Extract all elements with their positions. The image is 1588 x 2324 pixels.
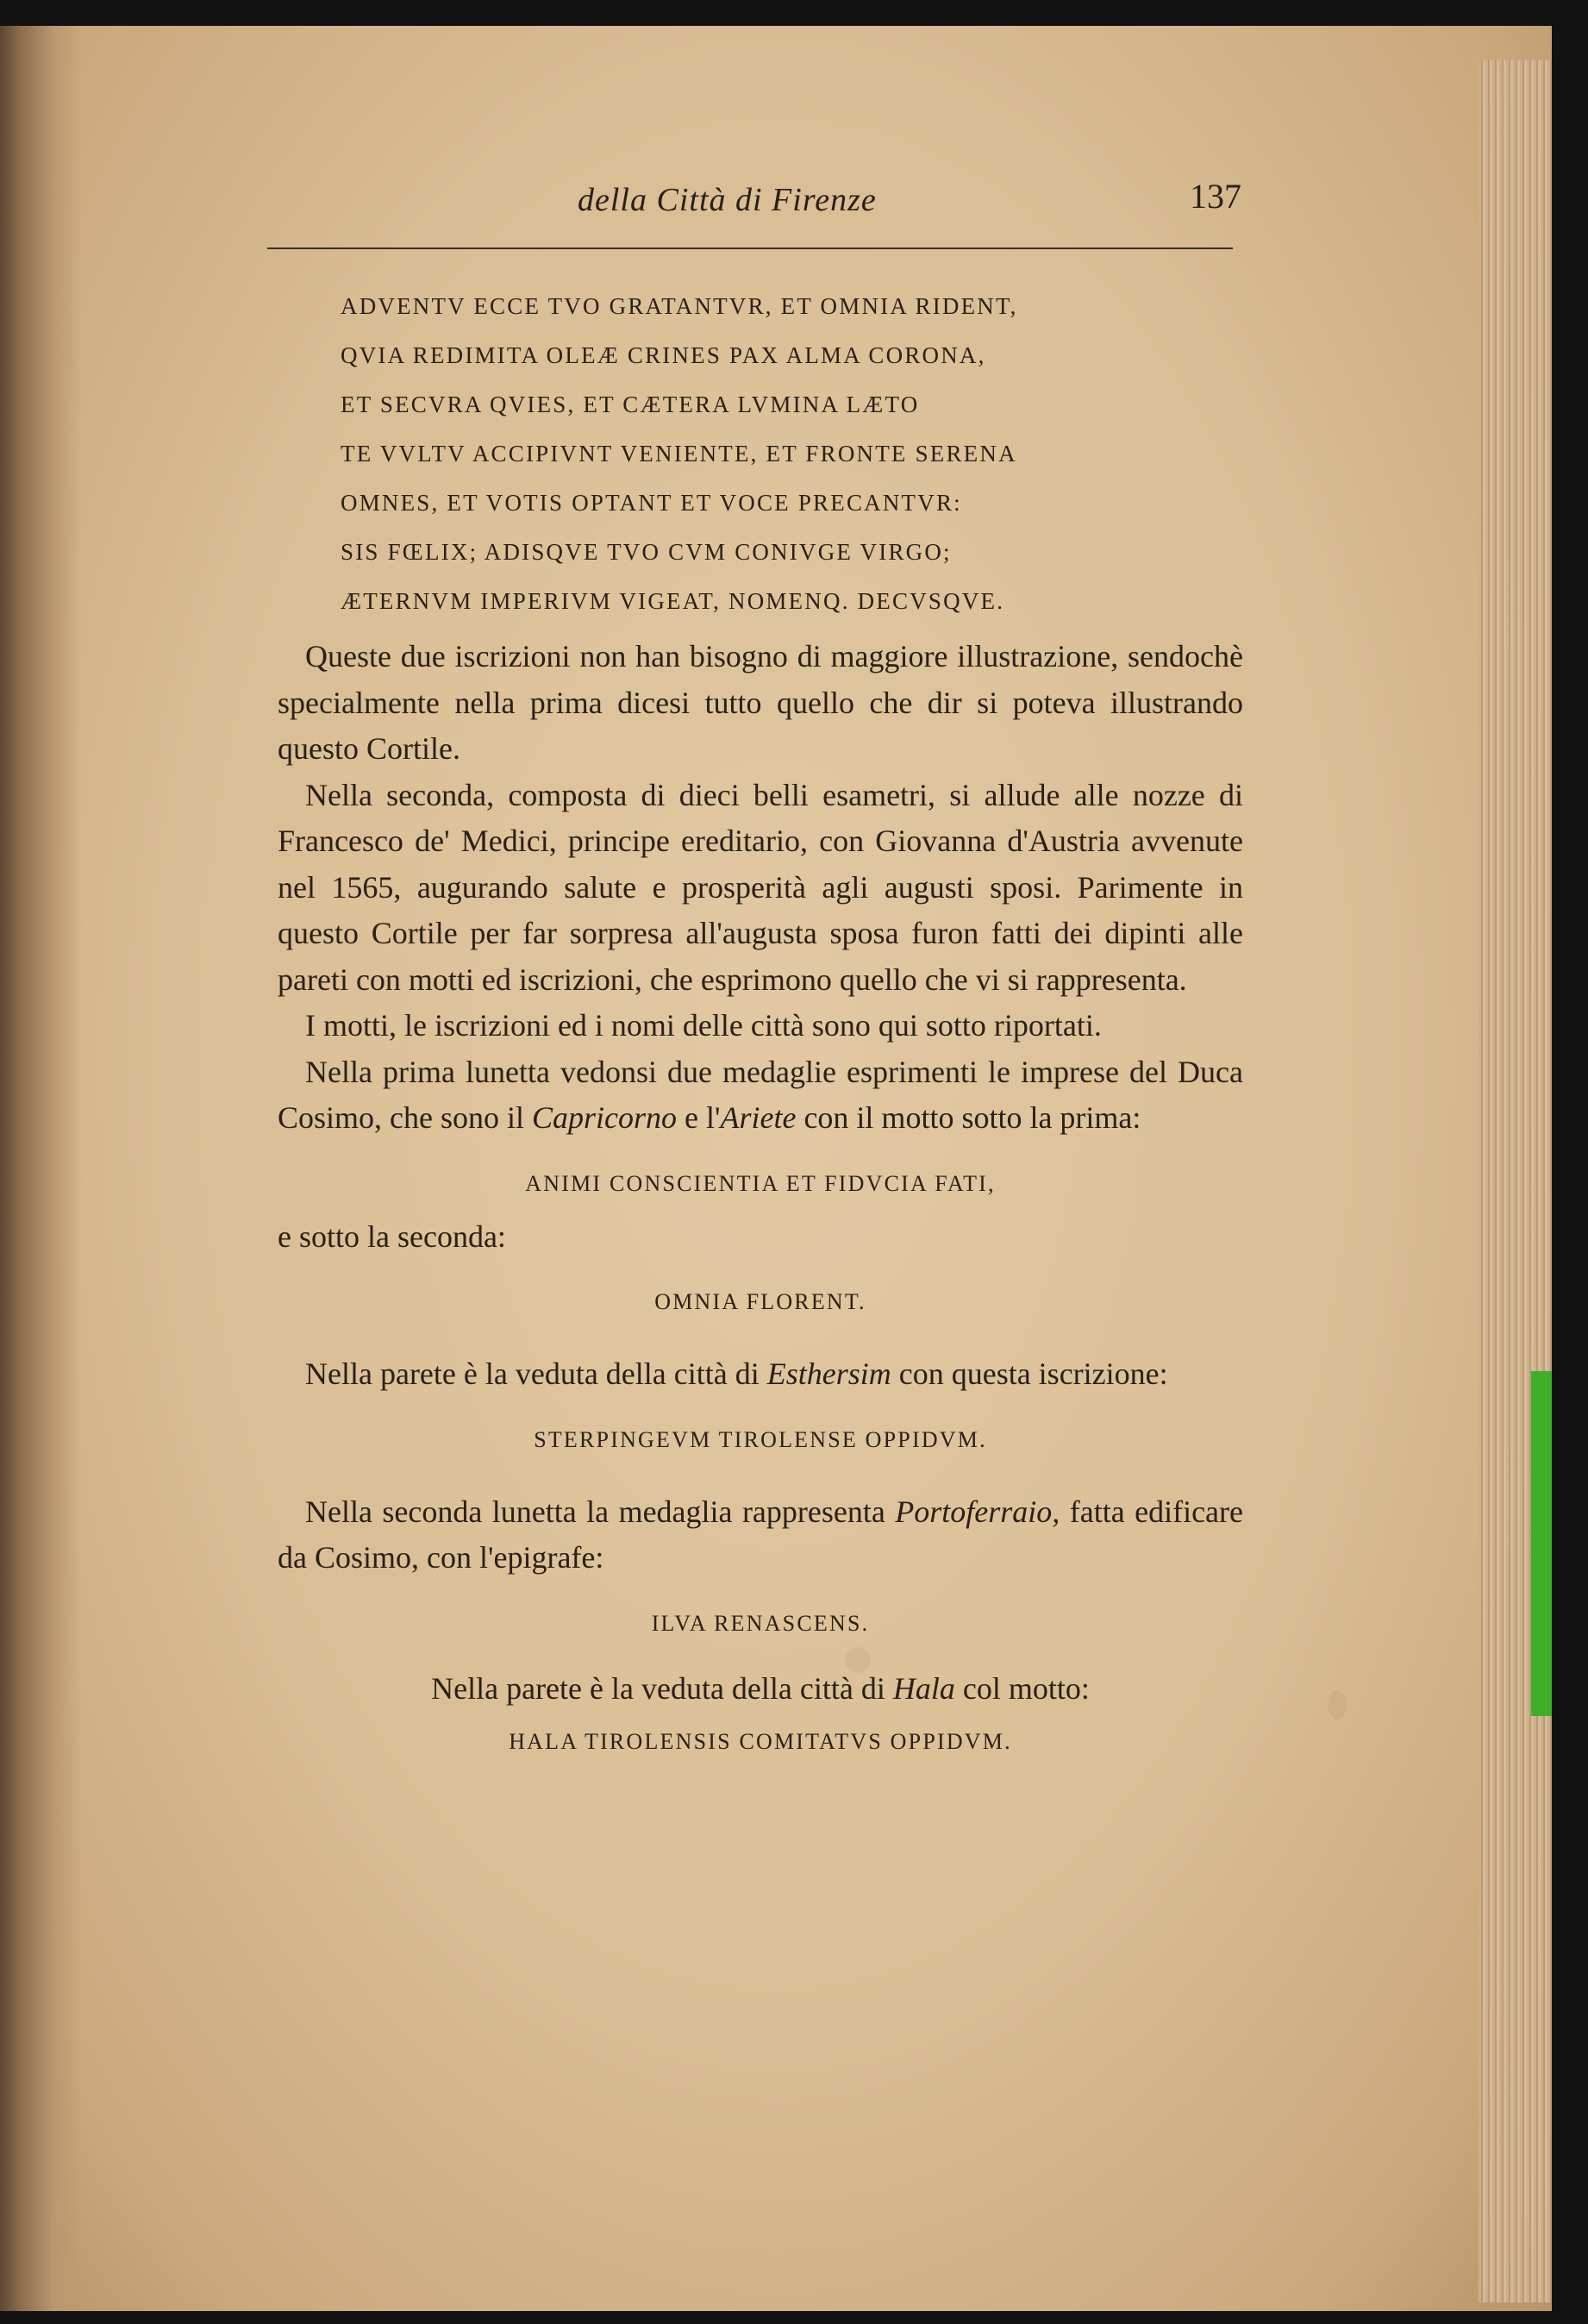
- paragraph: I motti, le iscrizioni ed i nomi delle città sono qui sotto riportati.: [305, 1008, 1102, 1043]
- running-title: della Città di Firenze: [578, 182, 877, 218]
- text-run: fatta edificare da Cosimo, con l'epigrafe:: [278, 1494, 1243, 1575]
- italic-term: Esthersim: [766, 1356, 891, 1391]
- inscription-line: QVIA REDIMITA OLEÆ CRINES PAX ALMA CORONA,: [341, 342, 986, 368]
- inscription-line: ADVENTV ECCE TVO GRATANTVR, ET OMNIA RIDENT,: [341, 293, 1018, 319]
- text-run: Nella parete è la veduta della città di: [305, 1356, 767, 1391]
- page-fore-edge: [1479, 60, 1552, 2302]
- latin-inscription: [341, 293, 1203, 637]
- body-text: [278, 634, 1243, 1755]
- paragraph: [278, 1489, 1243, 1582]
- paragraph: [278, 1351, 1243, 1398]
- italic-term: Ariete: [720, 1100, 797, 1135]
- inscription-line: ET SECVRA QVIES, ET CÆTERA LVMINA LÆTO: [341, 392, 920, 417]
- paper-stain: [1328, 1690, 1347, 1720]
- italic-term: Capricorno: [532, 1100, 678, 1135]
- motto: ILVA RENASCENS.: [651, 1610, 870, 1636]
- motto: STERPINGEVM TIROLENSE OPPIDVM.: [534, 1426, 987, 1452]
- motto: OMNIA FLORENT.: [654, 1289, 866, 1314]
- page-number: 137: [1190, 177, 1241, 216]
- inscription-line: TE VVLTV ACCIPIVNT VENIENTE, ET FRONTE SERENA: [341, 441, 1017, 467]
- inscription-line: SIS FŒLIX; ADISQVE TVO CVM CONIVGE VIRGO;: [341, 539, 952, 565]
- paragraph: [278, 1666, 1243, 1713]
- text-run: Nella prima lunetta vedonsi due medaglie esprimenti le imprese del Duca Cosimo, che sono il: [278, 1054, 1243, 1135]
- paragraph: [278, 1049, 1243, 1142]
- paragraph: Nella seconda, composta di dieci belli esametri, si allude alle nozze di Francesco de' Medici, principe ereditario, con Giovanna d'Austria avvenute nel 1565, augurando salute e prosperità agli augusti sposi. Parimente in questo Cortile per far sorpresa all'augusta sposa furon fatti dei dipinti alle pareti con motti ed iscrizioni, che esprimono quello che vi si rappresenta.: [278, 777, 1243, 997]
- green-sticker: [1531, 1371, 1552, 1716]
- inscription-line: OMNES, ET VOTIS OPTANT ET VOCE PRECANTVR:: [341, 490, 962, 516]
- motto: HALA TIROLENSIS COMITATVS OPPIDVM.: [509, 1729, 1012, 1754]
- text-run: Nella parete è la veduta della città di: [431, 1670, 893, 1706]
- text-run: con questa iscrizione:: [891, 1356, 1168, 1391]
- paragraph: Queste due iscrizioni non han bisogno di maggiore illustrazione, sendochè specialmente nella prima dicesi tutto quello che dir si poteva illustrando questo Cortile.: [278, 639, 1243, 766]
- text-run: con il motto sotto la prima:: [796, 1100, 1141, 1135]
- text-run: Nella seconda lunetta la medaglia rappresenta: [305, 1494, 896, 1529]
- header-rule: [267, 247, 1233, 249]
- paragraph: e sotto la seconda:: [278, 1218, 506, 1254]
- binding-gutter: [0, 26, 82, 2311]
- italic-term: Portoferraio,: [895, 1494, 1060, 1529]
- inscription-line: ÆTERNVM IMPERIVM VIGEAT, NOMENQ. DECVSQVE.: [341, 588, 1005, 614]
- text-run: col motto:: [954, 1670, 1090, 1706]
- motto: ANIMI CONSCIENTIA ET FIDVCIA FATI,: [525, 1170, 996, 1196]
- text-run: e l': [677, 1100, 721, 1135]
- italic-term: Hala: [892, 1670, 955, 1706]
- page-header: [259, 177, 1241, 233]
